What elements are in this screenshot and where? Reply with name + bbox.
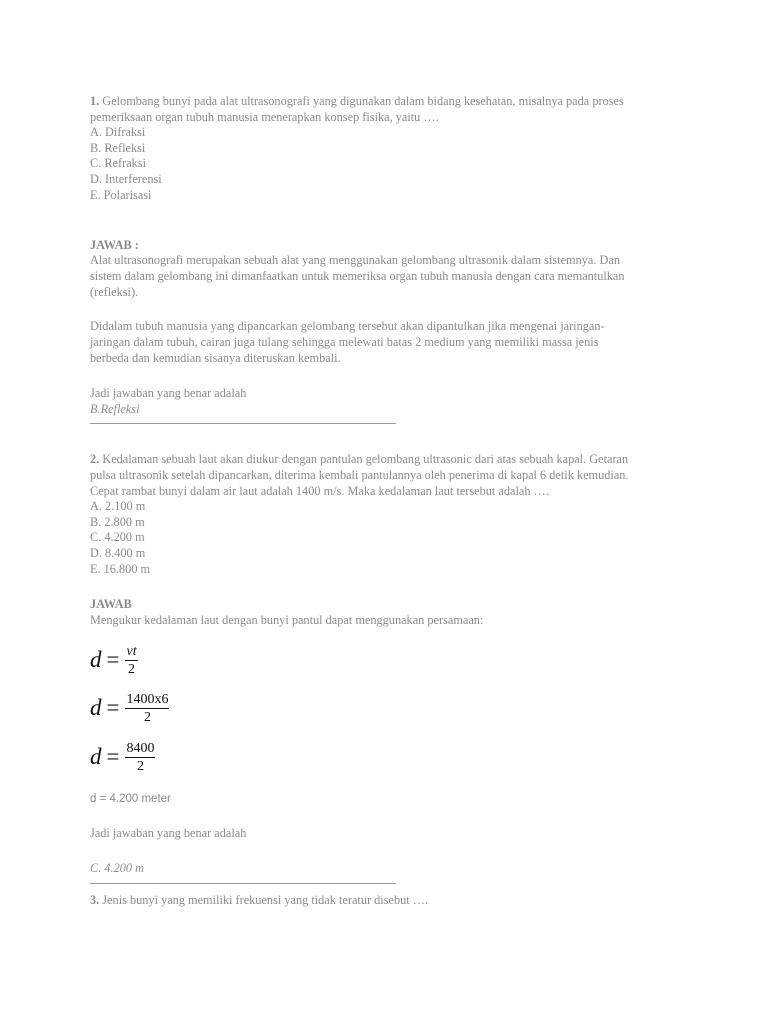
q2-option-c: C. 4.200 m — [90, 530, 145, 544]
equation-2-lhs: d — [90, 695, 102, 720]
equation-3-equals: = — [106, 744, 120, 769]
q2-option-a: A. 2.100 m — [90, 499, 146, 513]
equation-2-fraction — [125, 692, 169, 725]
equation-1-equals: = — [106, 647, 120, 672]
q2-number: 2. — [90, 452, 100, 466]
q2-conclusion: Jadi jawaban yang benar adalah — [90, 826, 247, 840]
q1-explanation2-line-1: Didalam tubuh manusia yang dipancarkan gelombang tersebut akan dipantulkan jika mengenai jaringan- — [90, 319, 605, 333]
q1-explanation2-line-3: berbeda dan kemudian sisanya diteruskan kembali. — [90, 351, 341, 365]
q1-option-e: E. Polarisasi — [90, 188, 152, 202]
equation-3-numerator: 8400 — [126, 740, 155, 756]
q2-option-e: E. 16.800 m — [90, 562, 151, 576]
equation-3 — [90, 739, 155, 775]
equation-3-denominator: 2 — [136, 758, 144, 774]
q1-option-c: C. Refraksi — [90, 156, 147, 170]
q2-correct-answer: C. 4.200 m — [90, 861, 144, 875]
q1-number: 1. — [90, 94, 100, 108]
q2-option-b: B. 2.800 m — [90, 515, 145, 529]
q1-stem-text-1: Gelombang bunyi pada alat ultrasonografi yang digunakan dalam bidang kesehatan, misalnya pada proses — [99, 94, 624, 108]
q3-stem-line-1 — [90, 892, 428, 908]
q1-explanation-line-3: (refleksi). — [90, 285, 139, 299]
equation-1-lhs: d — [90, 647, 102, 672]
divider-rule-2 — [90, 883, 396, 884]
equation-1-numerator: vt — [126, 643, 137, 659]
q1-option-d: D. Interferensi — [90, 172, 162, 186]
q2-stem-text-1: Kedalaman sebuah laut akan diukur dengan pantulan gelombang ultrasonic dari atas sebuah kapal. Getaran — [99, 452, 629, 466]
equation-2-numerator: 1400x6 — [126, 691, 169, 707]
equation-1 — [90, 642, 138, 678]
equation-3-fraction — [125, 741, 155, 774]
q1-option-a: A. Difraksi — [90, 125, 146, 139]
equation-2-denominator: 2 — [143, 709, 151, 725]
q2-option-d: D. 8.400 m — [90, 546, 146, 560]
equation-2 — [90, 690, 169, 726]
q1-stem-line-1 — [90, 93, 624, 109]
q2-stem-line-1 — [90, 451, 628, 467]
equation-3-lhs: d — [90, 744, 102, 769]
q2-explanation-intro: Mengukur kedalaman laut dengan bunyi pantul dapat menggunakan persamaan: — [90, 613, 484, 627]
equation-2-equals: = — [106, 695, 120, 720]
equation-1-denominator: 2 — [128, 661, 136, 677]
q1-correct-answer: B.Refleksi — [90, 402, 140, 416]
equation-1-fraction — [125, 644, 137, 677]
q2-stem-line-3: Cepat rambat bunyi dalam air laut adalah 1400 m/s. Maka kedalaman laut tersebut adalah …. — [90, 484, 549, 498]
q1-conclusion: Jadi jawaban yang benar adalah — [90, 386, 247, 400]
q3-stem-text-1: Jenis bunyi yang memiliki frekuensi yang tidak teratur disebut …. — [99, 893, 429, 907]
q1-explanation-line-2: sistem dalam gelombang ini dimanfaatkan untuk memeriksa organ tubuh manusia dengan cara memantulkan — [90, 269, 625, 283]
q2-answer-heading: JAWAB — [90, 597, 132, 611]
q1-answer-heading: JAWAB : — [90, 238, 139, 252]
q1-explanation2-line-2: jaringan dalam tubuh, cairan juga tulang sehingga melewati batas 2 medium yang memiliki massa jenis — [90, 335, 599, 349]
q1-explanation-line-1: Alat ultrasonografi merupakan sebuah alat yang menggunakan gelombang ultrasonik dalam sistemnya. Dan — [90, 253, 620, 267]
q2-stem-line-2: pulsa ultrasonik setelah dipancarkan, diterima kembali pantulannya oleh penerima di kapal 6 detik kemudian. — [90, 468, 629, 482]
divider-rule-1 — [90, 423, 396, 424]
q2-result: d = 4.200 meter — [90, 793, 171, 805]
q1-stem-line-2: pemeriksaan organ tubuh manusia menerapkan konsep fisika, yaitu …. — [90, 110, 439, 124]
q3-number: 3. — [90, 893, 100, 907]
q1-option-b: B. Refleksi — [90, 141, 146, 155]
